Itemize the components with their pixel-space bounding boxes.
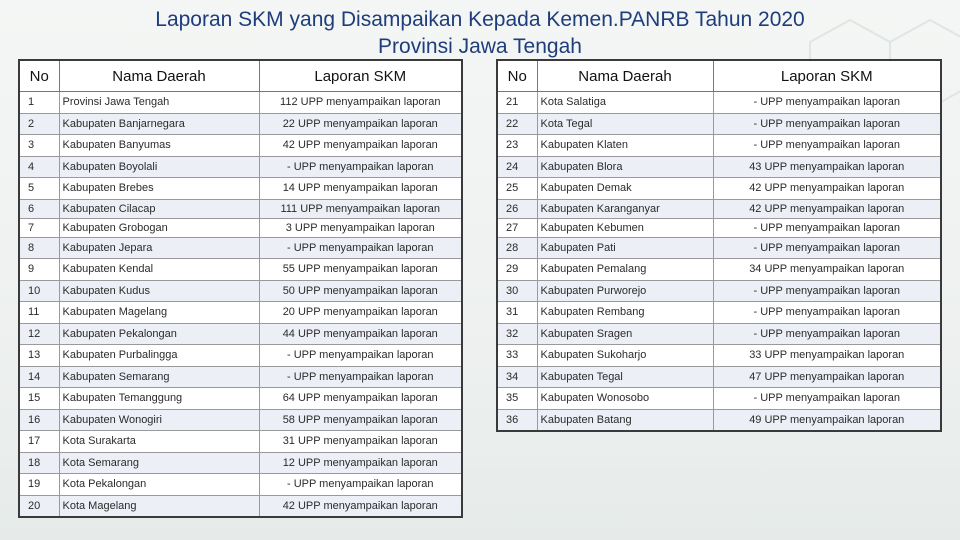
table-row (19, 366, 462, 388)
table-row (19, 409, 462, 431)
right-table-body (497, 92, 941, 432)
cell-no: 22 (497, 113, 537, 135)
cell-nama-daerah: Kabupaten Temanggung (59, 388, 259, 410)
cell-no: 4 (19, 156, 59, 178)
cell-no: 30 (497, 280, 537, 302)
cell-nama-daerah: Provinsi Jawa Tengah (59, 92, 259, 114)
table-row (19, 92, 462, 114)
cell-laporan-skm: - UPP menyampaikan laporan (713, 92, 941, 114)
cell-no: 10 (19, 280, 59, 302)
cell-no: 7 (19, 218, 59, 237)
cell-no: 32 (497, 323, 537, 345)
cell-laporan-skm: 50 UPP menyampaikan laporan (259, 280, 462, 302)
cell-no: 27 (497, 218, 537, 237)
header-nama-daerah: Nama Daerah (59, 60, 259, 92)
cell-nama-daerah: Kabupaten Jepara (59, 237, 259, 259)
cell-no: 19 (19, 474, 59, 496)
cell-nama-daerah: Kota Salatiga (537, 92, 713, 114)
cell-laporan-skm: 58 UPP menyampaikan laporan (259, 409, 462, 431)
cell-laporan-skm: 33 UPP menyampaikan laporan (713, 345, 941, 367)
cell-no: 35 (497, 388, 537, 410)
cell-no: 25 (497, 178, 537, 200)
cell-laporan-skm: - UPP menyampaikan laporan (713, 302, 941, 324)
cell-nama-daerah: Kabupaten Grobogan (59, 218, 259, 237)
cell-no: 8 (19, 237, 59, 259)
cell-no: 15 (19, 388, 59, 410)
table-row (19, 113, 462, 135)
cell-laporan-skm: 49 UPP menyampaikan laporan (713, 409, 941, 431)
table-row (19, 431, 462, 453)
cell-nama-daerah: Kabupaten Kendal (59, 259, 259, 281)
cell-nama-daerah: Kota Semarang (59, 452, 259, 474)
cell-laporan-skm: 20 UPP menyampaikan laporan (259, 302, 462, 324)
title-line-1: Laporan SKM yang Disampaikan Kepada Kemen.PANRB Tahun 2020 (155, 8, 805, 31)
cell-no: 17 (19, 431, 59, 453)
cell-no: 5 (19, 178, 59, 200)
cell-no: 31 (497, 302, 537, 324)
cell-nama-daerah: Kabupaten Cilacap (59, 199, 259, 218)
cell-no: 23 (497, 135, 537, 157)
cell-no: 13 (19, 345, 59, 367)
cell-nama-daerah: Kabupaten Tegal (537, 366, 713, 388)
table-row (497, 156, 941, 178)
cell-no: 11 (19, 302, 59, 324)
header-laporan-skm: Laporan SKM (713, 60, 941, 92)
title-line-2: Provinsi Jawa Tengah (378, 35, 582, 58)
header-no: No (497, 60, 537, 92)
left-report-table (18, 59, 463, 518)
cell-nama-daerah: Kabupaten Brebes (59, 178, 259, 200)
cell-no: 29 (497, 259, 537, 281)
cell-nama-daerah: Kabupaten Kudus (59, 280, 259, 302)
table-row (497, 113, 941, 135)
cell-laporan-skm: - UPP menyampaikan laporan (713, 388, 941, 410)
cell-no: 18 (19, 452, 59, 474)
table-row (497, 280, 941, 302)
cell-laporan-skm: 42 UPP menyampaikan laporan (259, 135, 462, 157)
cell-no: 28 (497, 237, 537, 259)
cell-laporan-skm: - UPP menyampaikan laporan (713, 135, 941, 157)
cell-no: 20 (19, 495, 59, 517)
cell-laporan-skm: 12 UPP menyampaikan laporan (259, 452, 462, 474)
cell-laporan-skm: 42 UPP menyampaikan laporan (713, 199, 941, 218)
cell-no: 21 (497, 92, 537, 114)
left-table-body (19, 92, 462, 518)
cell-nama-daerah: Kabupaten Purworejo (537, 280, 713, 302)
cell-nama-daerah: Kabupaten Pekalongan (59, 323, 259, 345)
cell-laporan-skm: 34 UPP menyampaikan laporan (713, 259, 941, 281)
table-row (19, 495, 462, 517)
table-row (19, 218, 462, 237)
cell-nama-daerah: Kabupaten Wonosobo (537, 388, 713, 410)
cell-laporan-skm: 64 UPP menyampaikan laporan (259, 388, 462, 410)
cell-no: 36 (497, 409, 537, 431)
cell-laporan-skm: 55 UPP menyampaikan laporan (259, 259, 462, 281)
cell-no: 14 (19, 366, 59, 388)
table-row (497, 345, 941, 367)
cell-nama-daerah: Kabupaten Wonogiri (59, 409, 259, 431)
cell-no: 6 (19, 199, 59, 218)
cell-nama-daerah: Kabupaten Rembang (537, 302, 713, 324)
cell-laporan-skm: - UPP menyampaikan laporan (713, 113, 941, 135)
cell-laporan-skm: 14 UPP menyampaikan laporan (259, 178, 462, 200)
table-row (19, 156, 462, 178)
cell-no: 1 (19, 92, 59, 114)
cell-nama-daerah: Kabupaten Blora (537, 156, 713, 178)
cell-nama-daerah: Kabupaten Pati (537, 237, 713, 259)
cell-nama-daerah: Kota Pekalongan (59, 474, 259, 496)
cell-nama-daerah: Kabupaten Demak (537, 178, 713, 200)
cell-nama-daerah: Kabupaten Klaten (537, 135, 713, 157)
table-row (19, 323, 462, 345)
table-row (497, 199, 941, 218)
cell-laporan-skm: 43 UPP menyampaikan laporan (713, 156, 941, 178)
cell-nama-daerah: Kabupaten Karanganyar (537, 199, 713, 218)
page-title (0, 6, 960, 60)
header-laporan-skm: Laporan SKM (259, 60, 462, 92)
cell-no: 26 (497, 199, 537, 218)
cell-nama-daerah: Kota Tegal (537, 113, 713, 135)
table-row (497, 178, 941, 200)
table-row (19, 237, 462, 259)
table-row (19, 388, 462, 410)
cell-nama-daerah: Kabupaten Banyumas (59, 135, 259, 157)
cell-laporan-skm: 44 UPP menyampaikan laporan (259, 323, 462, 345)
table-row (19, 474, 462, 496)
cell-laporan-skm: 22 UPP menyampaikan laporan (259, 113, 462, 135)
cell-nama-daerah: Kabupaten Boyolali (59, 156, 259, 178)
cell-nama-daerah: Kabupaten Banjarnegara (59, 113, 259, 135)
cell-nama-daerah: Kabupaten Kebumen (537, 218, 713, 237)
cell-laporan-skm: - UPP menyampaikan laporan (259, 474, 462, 496)
cell-laporan-skm: 112 UPP menyampaikan laporan (259, 92, 462, 114)
table-row (497, 366, 941, 388)
cell-no: 16 (19, 409, 59, 431)
cell-no: 2 (19, 113, 59, 135)
table-header-row (19, 60, 462, 92)
cell-laporan-skm: 42 UPP menyampaikan laporan (713, 178, 941, 200)
cell-laporan-skm: 31 UPP menyampaikan laporan (259, 431, 462, 453)
cell-laporan-skm: - UPP menyampaikan laporan (713, 237, 941, 259)
cell-no: 34 (497, 366, 537, 388)
cell-nama-daerah: Kota Magelang (59, 495, 259, 517)
table-row (497, 237, 941, 259)
cell-laporan-skm: - UPP menyampaikan laporan (259, 237, 462, 259)
table-row (497, 92, 941, 114)
cell-no: 24 (497, 156, 537, 178)
header-no: No (19, 60, 59, 92)
table-row (497, 135, 941, 157)
table-row (19, 302, 462, 324)
right-report-table (496, 59, 942, 432)
table-row (497, 218, 941, 237)
header-nama-daerah: Nama Daerah (537, 60, 713, 92)
cell-laporan-skm: - UPP menyampaikan laporan (713, 280, 941, 302)
cell-laporan-skm: 47 UPP menyampaikan laporan (713, 366, 941, 388)
table-row (19, 452, 462, 474)
cell-no: 9 (19, 259, 59, 281)
cell-laporan-skm: - UPP menyampaikan laporan (713, 218, 941, 237)
cell-no: 33 (497, 345, 537, 367)
cell-nama-daerah: Kabupaten Sukoharjo (537, 345, 713, 367)
table-row (19, 178, 462, 200)
table-row (497, 302, 941, 324)
cell-laporan-skm: 3 UPP menyampaikan laporan (259, 218, 462, 237)
cell-nama-daerah: Kabupaten Batang (537, 409, 713, 431)
table-row (19, 259, 462, 281)
table-row (497, 259, 941, 281)
table-header-row (497, 60, 941, 92)
table-row (497, 323, 941, 345)
table-row (497, 409, 941, 431)
cell-nama-daerah: Kabupaten Semarang (59, 366, 259, 388)
cell-no: 3 (19, 135, 59, 157)
cell-laporan-skm: 42 UPP menyampaikan laporan (259, 495, 462, 517)
table-row (19, 135, 462, 157)
cell-laporan-skm: - UPP menyampaikan laporan (259, 345, 462, 367)
cell-no: 12 (19, 323, 59, 345)
cell-laporan-skm: - UPP menyampaikan laporan (259, 366, 462, 388)
cell-nama-daerah: Kabupaten Purbalingga (59, 345, 259, 367)
cell-nama-daerah: Kota Surakarta (59, 431, 259, 453)
table-row (19, 280, 462, 302)
cell-nama-daerah: Kabupaten Pemalang (537, 259, 713, 281)
cell-laporan-skm: - UPP menyampaikan laporan (259, 156, 462, 178)
table-row (19, 345, 462, 367)
table-row (19, 199, 462, 218)
cell-laporan-skm: 111 UPP menyampaikan laporan (259, 199, 462, 218)
table-row (497, 388, 941, 410)
cell-nama-daerah: Kabupaten Magelang (59, 302, 259, 324)
cell-laporan-skm: - UPP menyampaikan laporan (713, 323, 941, 345)
cell-nama-daerah: Kabupaten Sragen (537, 323, 713, 345)
